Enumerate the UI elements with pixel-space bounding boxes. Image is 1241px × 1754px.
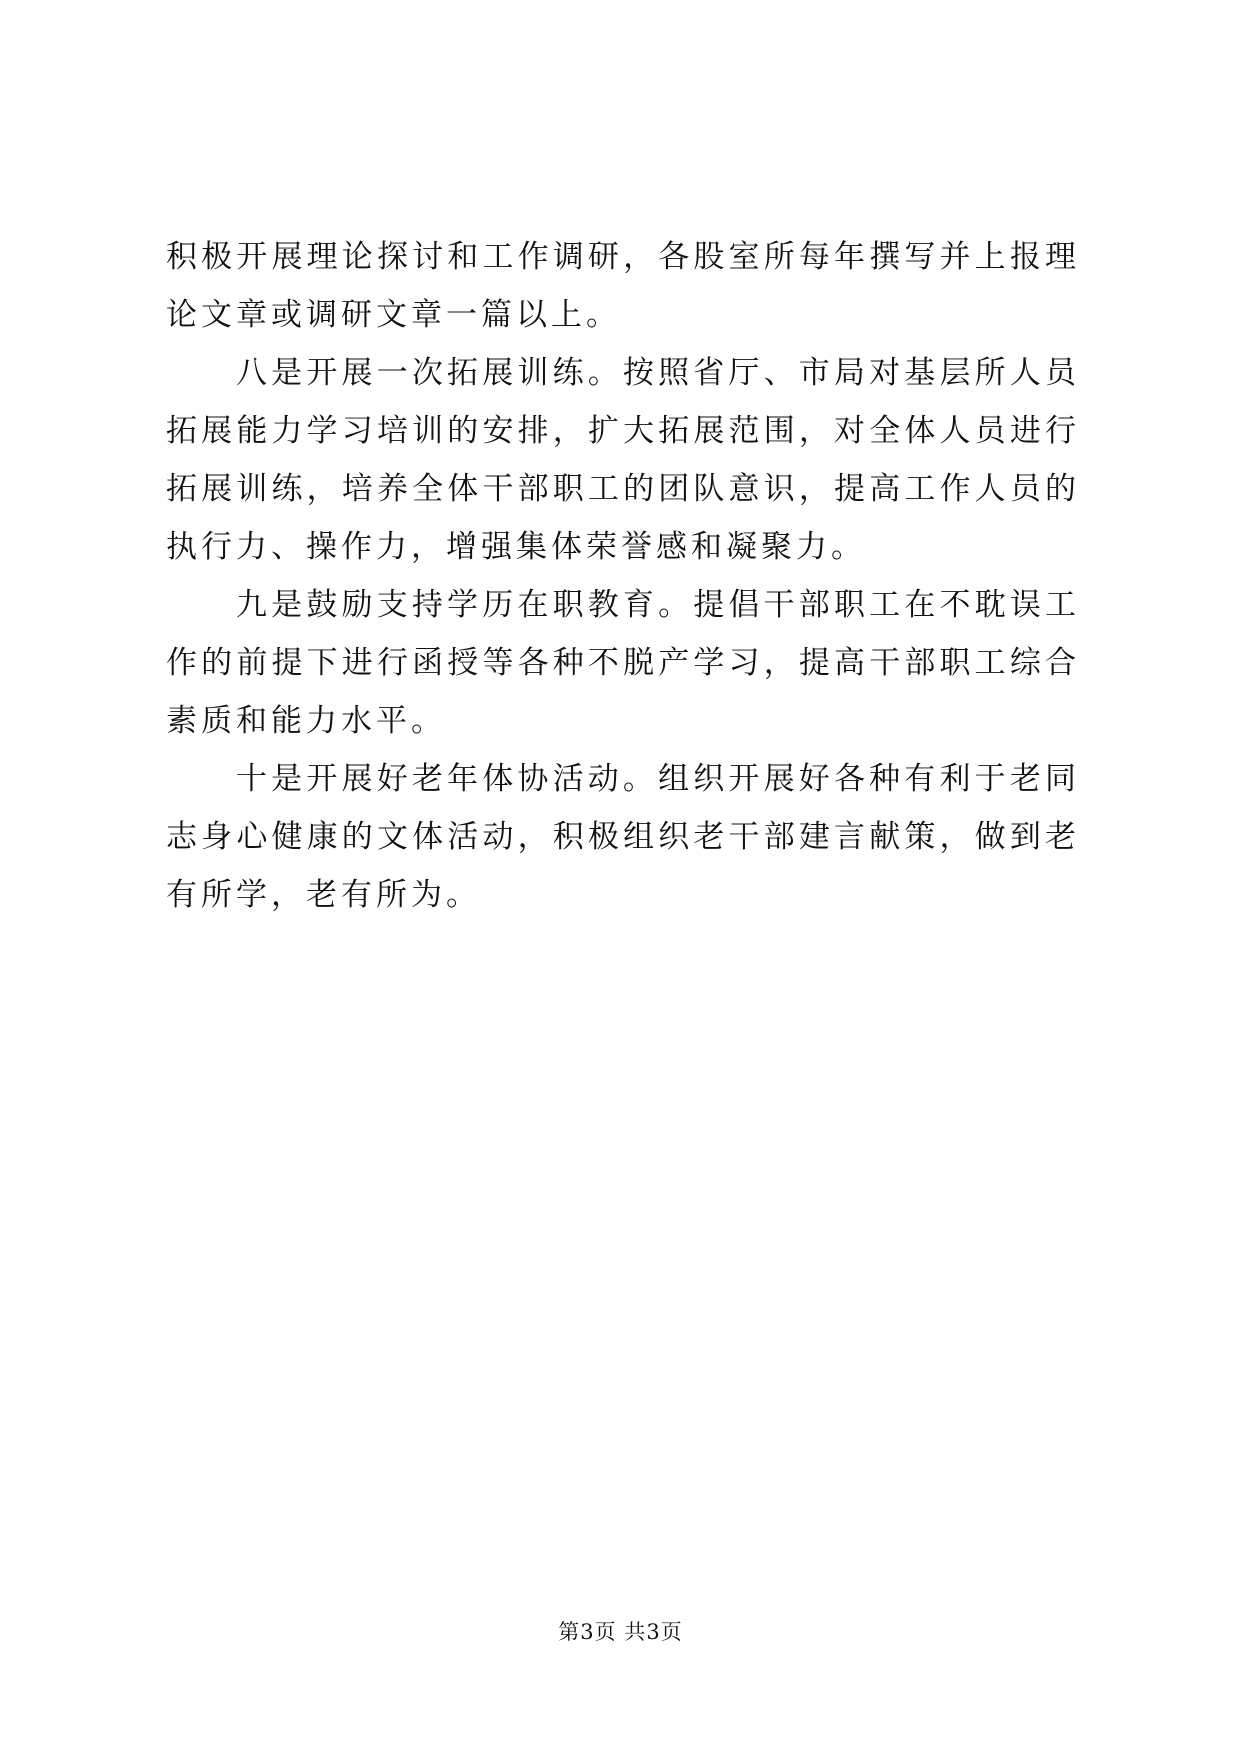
paragraph-item-nine: 九是鼓励支持学历在职教育。提倡干部职工在不耽误工作的前提下进行函授等各种不脱产学习，提高干部职工综合素质和能力水平。: [166, 587, 1080, 739]
paragraph-item-eight: 八是开展一次拓展训练。按照省厅、市局对基层所人员拓展能力学习培训的安排，扩大拓展范围，对全体人员进行拓展训练，培养全体干部职工的团队意识，提高工作人员的执行力、操作力，增强集体荣誉感和凝聚力。: [166, 355, 1080, 565]
paragraph-continuation: 积极开展理论探讨和工作调研，各股室所每年撰写并上报理论文章或调研文章一篇以上。: [166, 239, 1080, 333]
paragraph-item-ten: 十是开展好老年体协活动。组织开展好各种有利于老同志身心健康的文体活动，积极组织老干部建言献策，做到老有所学，老有所为。: [166, 761, 1080, 913]
page-footer-number: 第3页 共3页: [558, 1620, 683, 1644]
document-body: [166, 228, 1080, 924]
